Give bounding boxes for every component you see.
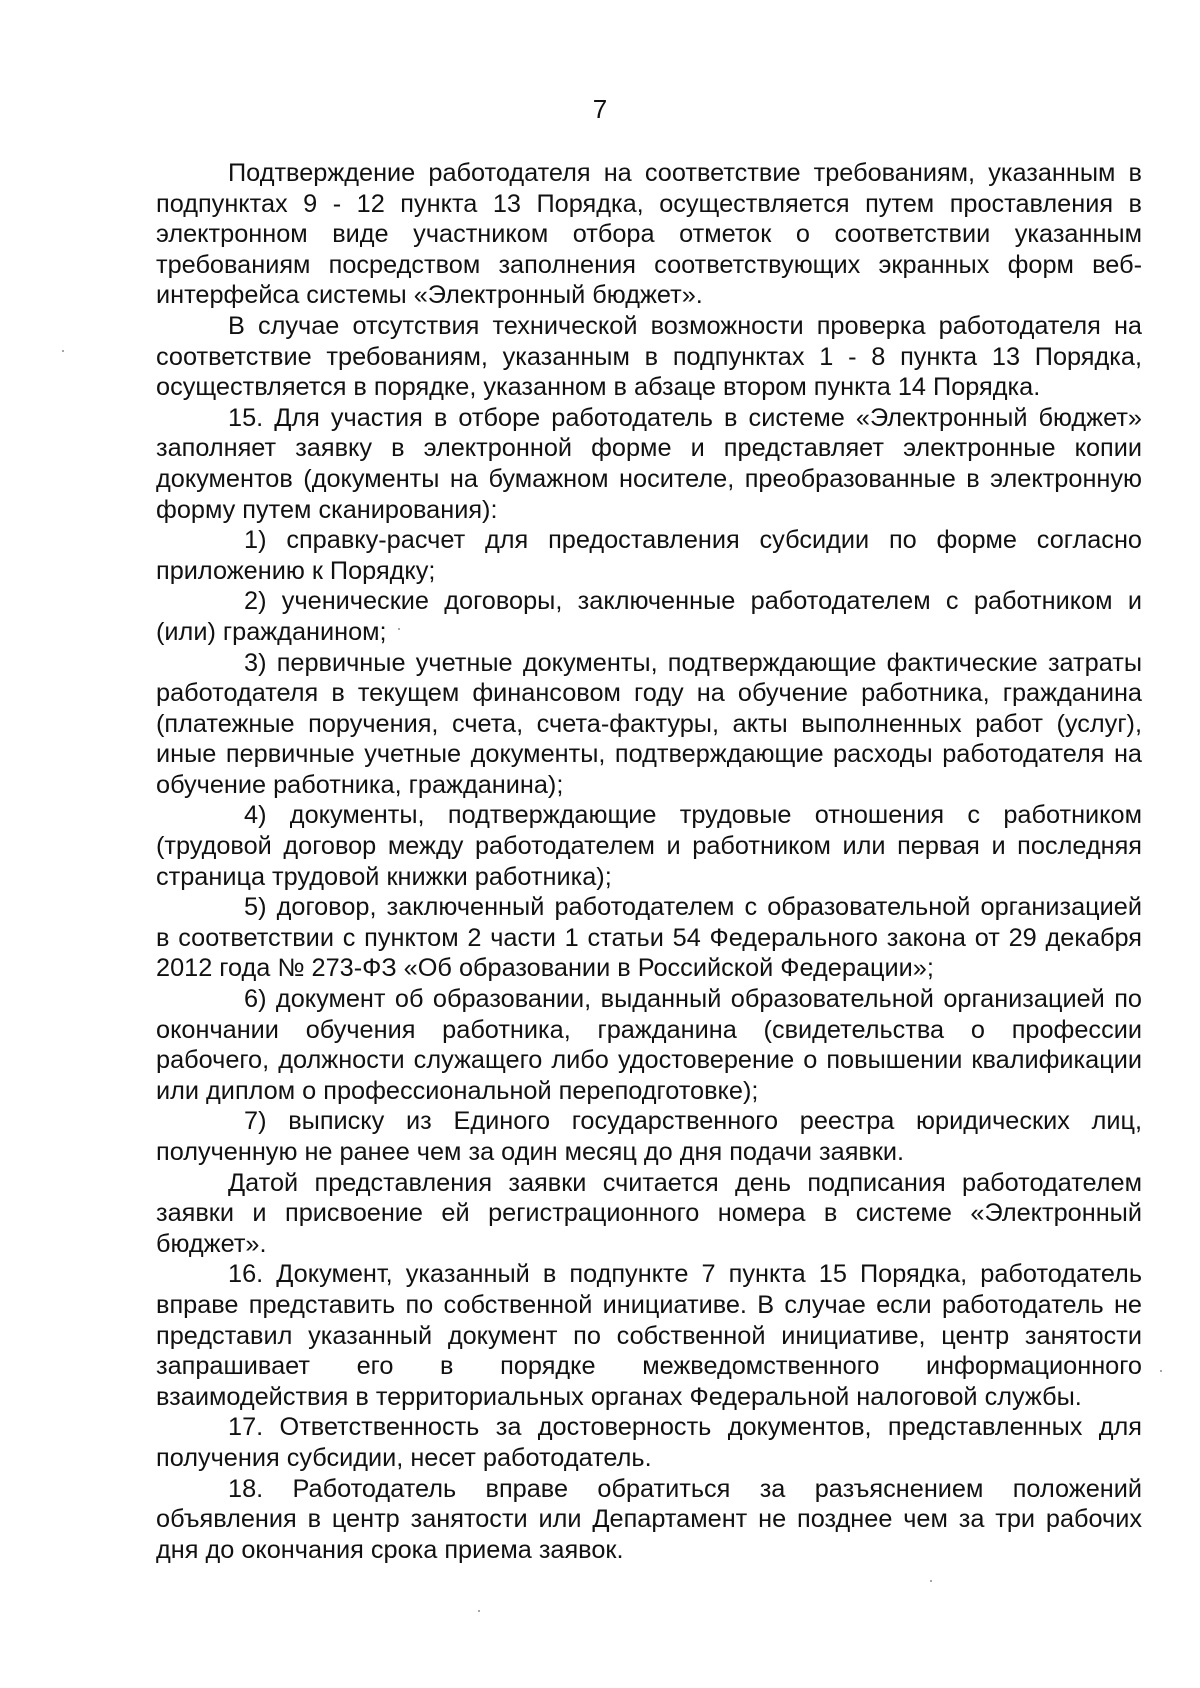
paragraph-clause-17: 17. Ответственность за достоверность документов, представленных для получения субсидии, несет работодатель.	[156, 1413, 1142, 1472]
paragraph-clause-16: 16. Документ, указанный в подпункте 7 пункта 15 Порядка, работодатель вправе представить по собственной инициативе. В случае если работодатель не представил указанный документ по собственной инициативе, центр занятости запрашивает его в порядке межведомственного информационного взаимодействия в территориальных органах Федеральной налоговой службы.	[156, 1260, 1142, 1411]
scan-speck	[478, 1610, 480, 1612]
paragraph-clause-18: 18. Работодатель вправе обратиться за разъяснением положений объявления в центр занятости или Департамент не позднее чем за три рабочих дня до окончания срока приема заявок.	[156, 1474, 1142, 1564]
scan-speck	[1160, 1370, 1162, 1372]
paragraph-confirmation: Подтверждение работодателя на соответствие требованиям, указанным в подпунктах 9 - 12 пункта 13 Порядка, осуществляется путем проставления в электронном виде участником отбора отметок о соответствии указанным требованиям посредством заполнения соответствующих экранных форм веб-интерфейса системы «Электронный бюджет».	[156, 159, 1142, 310]
list-item-5: 5) договор, заключенный работодателем с образовательной организацией в соответствии с пунктом 2 части 1 статьи 54 Федерального закона от 29 декабря 2012 года № 273-ФЗ «Об образовании в Российской Федерации»;	[156, 893, 1142, 983]
list-item-4: 4) документы, подтверждающие трудовые отношения с работником (трудовой договор между работодателем и работником или первая и последняя страница трудовой книжки работника);	[156, 801, 1142, 891]
list-item-7: 7) выписку из Единого государственного реестра юридических лиц, полученную не ранее чем за один месяц до дня подачи заявки.	[156, 1107, 1142, 1166]
scan-speck	[398, 628, 400, 630]
paragraph-technical-impossibility: В случае отсутствия технической возможности проверка работодателя на соответствие требованиям, указанным в подпунктах 1 - 8 пункта 13 Порядка, осуществляется в порядке, указанном в абзаце втором пункта 14 Порядка.	[156, 311, 1142, 402]
scan-speck	[930, 1580, 932, 1582]
list-item-2: 2) ученические договоры, заключенные работодателем с работником и (или) гражданином;	[156, 587, 1142, 646]
list-item-1: 1) справку-расчет для предоставления субсидии по форме согласно приложению к Порядку;	[156, 526, 1142, 585]
scan-speck	[62, 350, 64, 352]
paragraph-clause-15: 15. Для участия в отборе работодатель в системе «Электронный бюджет» заполняет заявку в электронной форме и представляет электронные копии документов (документы на бумажном носителе, преобразованные в электронную форму путем сканирования):	[156, 403, 1142, 524]
list-item-3: 3) первичные учетные документы, подтверждающие фактические затраты работодателя в текущем финансовом году на обучение работника, гражданина (платежные поручения, счета, счета-фактуры, акты выполненных работ (услуг), иные первичные учетные документы, подтверждающие расходы работодателя на обучение работника, гражданина);	[156, 648, 1142, 799]
page-number: 7	[592, 94, 608, 124]
paragraph-submission-date: Датой представления заявки считается день подписания работодателем заявки и присвоение ей регистрационного номера в системе «Электронный бюджет».	[156, 1168, 1142, 1258]
document-body	[156, 158, 1142, 1565]
list-item-6: 6) документ об образовании, выданный образовательной организацией по окончании обучения работника, гражданина (свидетельства о профессии рабочего, должности служащего либо удостоверение о повышении квалификации или диплом о профессиональной переподготовке);	[156, 985, 1142, 1105]
